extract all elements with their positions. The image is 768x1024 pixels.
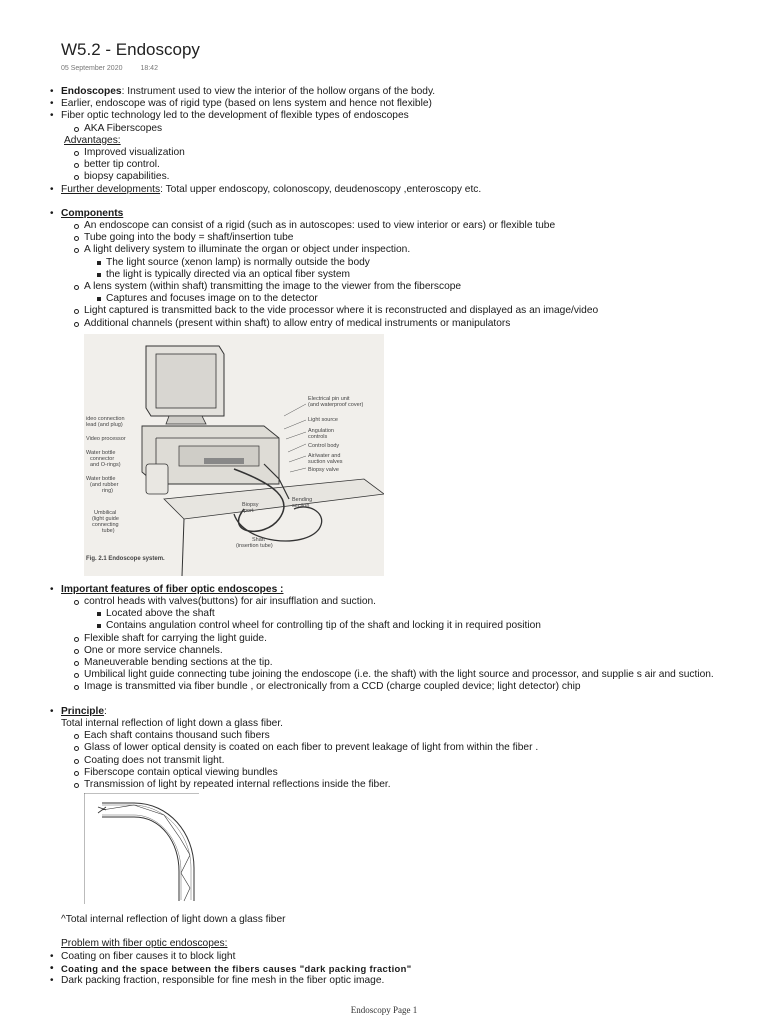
figure-label: port (244, 507, 254, 514)
components-heading-text: Components (61, 207, 124, 219)
figure-label: suction valves (308, 458, 343, 465)
figure-label: (and rubber (90, 481, 119, 488)
figure-label: (light guide (92, 515, 119, 522)
figure-label: ring) (102, 487, 114, 494)
sub-list-item: Coating does not transmit light. (50, 755, 755, 767)
sub-list-item: Each shaft contains thousand such fibers (50, 730, 755, 742)
figure-label: and O-rings) (90, 461, 121, 468)
figure-label: tube) (102, 527, 115, 534)
sub-list-item: Tube going into the body = shaft/insertion tube (50, 232, 755, 244)
figure-label: Angulation (308, 427, 334, 434)
sub-list-item: An endoscope can consist of a rigid (such as in autoscopes: used to view interior or ears) or flexible tube (50, 220, 755, 232)
sub-list-item: Umbilical light guide connecting tube joining the endoscope (i.e. the shaft) with the light source and processor, and supplie s air and suction. (50, 669, 755, 681)
figure-caption: Fig. 2.1 Endoscope system. (86, 555, 165, 562)
sub-list-item: better tip control. (50, 159, 755, 171)
list-item: • Fiber optic technology led to the development of flexible types of endoscopes (50, 110, 755, 122)
sub-list-item: A lens system (within shaft) transmitting the image to the viewer from the fiberscope (50, 281, 755, 293)
note-body (50, 86, 755, 987)
sub-list-item: control heads with valves(buttons) for air insufflation and suction. (50, 596, 755, 608)
figure-label: Biopsy valve (308, 466, 339, 473)
sub-list-item: Flexible shaft for carrying the light guide. (50, 633, 755, 645)
further-label: Further developments (61, 183, 161, 195)
principle-heading-text: Principle (61, 705, 105, 717)
sub-sub-list-item: the light is typically directed via an optical fiber system (50, 269, 755, 281)
advantages-heading (50, 135, 755, 147)
sub-sub-list-item: Contains angulation control wheel for controlling tip of the shaft and locking it in required position (50, 620, 755, 632)
figure-label: connector (90, 455, 115, 462)
page-title: W5.2 - Endoscopy (61, 40, 200, 59)
advantages-heading-text: Advantages: (64, 134, 121, 146)
figure-label: Control body (308, 442, 340, 449)
problem-heading-text: Problem with fiber optic endoscopes: (61, 938, 228, 950)
figure-label: Light source (308, 416, 338, 423)
sub-list-item: Improved visualization (50, 147, 755, 159)
figure-label: Shaft (252, 536, 265, 543)
list-item: • Earlier, endoscope was of rigid type (based on lens system and hence not flexible) (50, 98, 755, 110)
sub-list-item: Additional channels (present within shaft) to allow entry of medical instruments or manipulators (50, 318, 755, 330)
figure-label: (and waterproof cover) (308, 401, 364, 408)
sub-list-item: biopsy capabilities. (50, 171, 755, 183)
list-item (50, 86, 755, 98)
page-footer: Endoscopy Page 1 (350, 1005, 418, 1015)
sub-sub-list-item: The light source (xenon lamp) is normally outside the body (50, 257, 755, 269)
figure-label: lead (and plug) (86, 421, 123, 428)
problem-heading (50, 938, 755, 950)
endoscope-system-illustration (84, 334, 384, 576)
sub-list-item: Light captured is transmitted back to the vide processor where it is reconstructed and displayed as an image/video (50, 305, 755, 317)
list-item (50, 184, 755, 196)
list-item: • Dark packing fraction, responsible for fine mesh in the fiber optic image. (50, 975, 755, 987)
sub-list-item: AKA Fiberscopes (50, 123, 755, 135)
figure-label: (insertion tube) (236, 542, 273, 549)
sub-sub-list-item: Located above the shaft (50, 608, 755, 620)
figure-label: Video processor (86, 435, 126, 442)
sub-list-item: One or more service channels. (50, 645, 755, 657)
features-heading-text: Important features of fiber optic endoscopes : (61, 583, 284, 595)
figure-label: Bending (292, 496, 313, 503)
sub-list-item: Glass of lower optical density is coated on each fiber to prevent leakage of light from within the fiber . (50, 742, 755, 754)
term-label: Endoscopes (61, 86, 122, 97)
figure-label: section (292, 502, 310, 509)
figure-label: Electrical pin unit (308, 395, 350, 402)
sub-list-item: Transmission of light by repeated internal reflections inside the fiber. (50, 779, 755, 791)
term-definition: : Instrument used to view the interior of the hollow organs of the body. (121, 86, 436, 97)
figure-label: ideo connection (86, 415, 125, 422)
timestamp (61, 65, 174, 72)
figure-label: Water bottle (86, 449, 116, 456)
sub-list-item: Fiberscope contain optical viewing bundles (50, 767, 755, 779)
section-heading-principle: • Principle: (50, 706, 755, 718)
principle-intro: Total internal reflection of light down a glass fiber. (61, 717, 283, 729)
sub-list-item: A light delivery system to illuminate the organ or object under inspection. (50, 244, 755, 256)
figure-label: Water bottle (86, 475, 116, 482)
total-internal-reflection-figure (84, 793, 199, 904)
time-text: 18:42 (140, 65, 158, 72)
figure-label: controls (308, 433, 328, 440)
sub-list-item: Image is transmitted via fiber bundle , or electronically from a CCD (charge coupled device; light detector) chip (50, 681, 755, 693)
figure-label: Umbilical (94, 509, 117, 516)
figure-label: Biopsy (242, 501, 259, 508)
further-text: : Total upper endoscopy, colonoscopy, deudenoscopy ,enteroscopy etc. (160, 183, 482, 195)
section-heading-features (50, 584, 755, 596)
figure-label: Air/water and (308, 452, 341, 459)
figure-caption: ^Total internal reflection of light down a glass fiber (61, 914, 286, 926)
sub-list-item: Maneuverable bending sections at the tip. (50, 657, 755, 669)
section-heading-components (50, 208, 755, 220)
endoscope-system-figure (84, 334, 384, 576)
figure-label: connecting (92, 521, 119, 528)
date-text: 05 September 2020 (61, 65, 123, 72)
list-item: • Coating on fiber causes it to block light (50, 951, 755, 963)
fiber-reflection-diagram (84, 793, 199, 904)
sub-sub-list-item: Captures and focuses image on to the detector (50, 293, 755, 305)
list-item: • Coating and the space between the fibers causes "dark packing fraction" (50, 963, 755, 975)
